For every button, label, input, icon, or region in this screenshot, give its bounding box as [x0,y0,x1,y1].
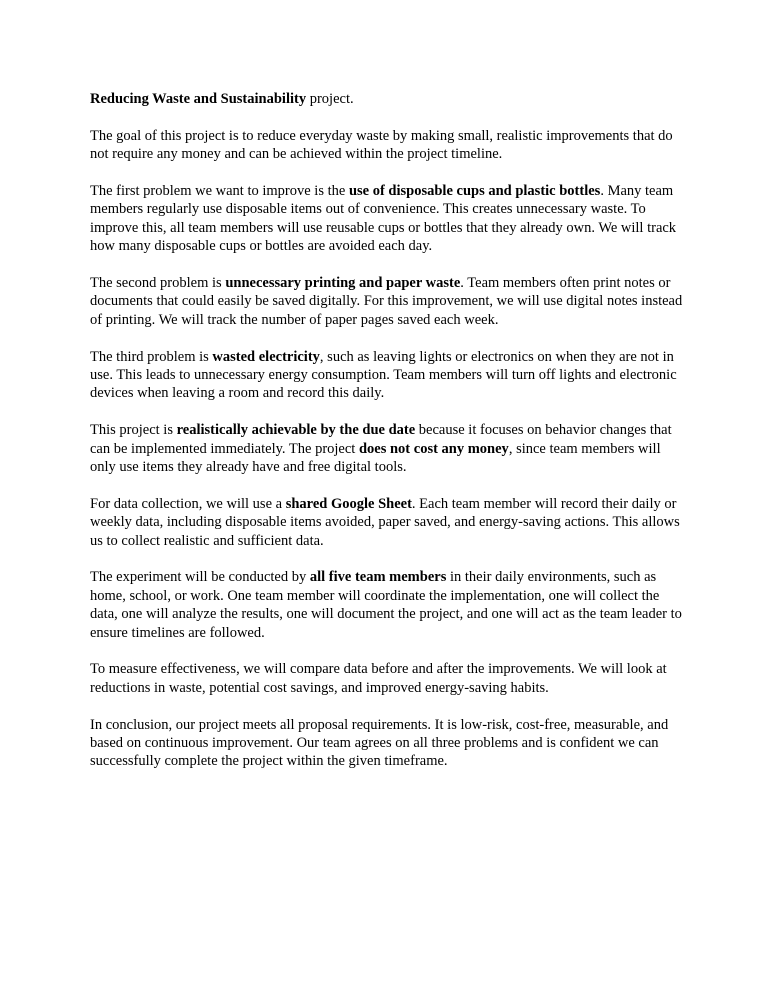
paragraph-data-collection: For data collection, we will use a shared Google Sheet. Each team member will record their daily or weekly data, including disposable items avoided, paper saved, and energy-saving actions. This allows us to collect realistic and sufficient data. [90,495,680,549]
emphasis-no-cost: does not cost any money [358,440,509,457]
paragraph-goal: The goal of this project is to reduce everyday waste by making small, realistic improvements that do not require any money and can be achieved within the project timeline. [90,127,673,163]
paragraph-effectiveness: To measure effectiveness, we will compare data before and after the improvements. We will look at reductions in waste, potential cost savings, and improved energy-saving habits. [90,661,667,696]
title-bold: Reducing Waste and Sustainability [90,91,307,107]
emphasis-achievable: realistically achievable by the due date [176,422,416,439]
paragraph-conclusion: In conclusion, our project meets all proposal requirements. It is low-risk, cost-free, measurable, and based on continuous improvement. Our team agrees on all three problems and is confident we can successfully complete the project within the given timeframe. [90,716,669,770]
emphasis-printing-waste: unnecessary printing and paper waste [225,275,461,292]
emphasis-disposable-cups: use of disposable cups and plastic bottles [348,183,601,199]
paragraph-problem-three: The third problem is wasted electricity, such as leaving lights or electronics on when they are not in use. This leads to unnecessary energy consumption. Team members will turn off lights and electronic devices when leaving a room and record this daily. [90,348,677,402]
emphasis-google-sheet: shared Google Sheet [285,495,412,512]
document-body [90,90,690,771]
title-rest: project. [306,91,354,107]
paragraph-problem-one: The first problem we want to improve is the use of disposable cups and plastic bottles. Many team members regularly use disposable items out of convenience. This creates unnecessary waste. To improve this, all team members will use reusable cups or bottles that they already own. We will track how many disposable cups or bottles are avoided each day. [90,183,677,255]
document-title [90,90,690,108]
paragraph-team-roles: The experiment will be conducted by all five team members in their daily environments, such as home, school, or work. One team member will coordinate the implementation, one will collect the data, one will analyze the results, one will document the project, and one will act as the team leader to ensure timelines are followed. [90,569,682,641]
paragraph-feasibility: This project is realistically achievable by the due date because it focuses on behavior changes that can be implemented immediately. The project does not cost any money, since team members will only use items they already have and free digital tools. [90,422,672,476]
paragraph-problem-two: The second problem is unnecessary printing and paper waste. Team members often print notes or documents that could easily be saved digitally. For this improvement, we will use digital notes instead of printing. We will track the number of paper pages saved each week. [90,275,683,328]
emphasis-wasted-electricity: wasted electricity [212,348,320,365]
emphasis-five-members: all five team members [309,569,447,586]
